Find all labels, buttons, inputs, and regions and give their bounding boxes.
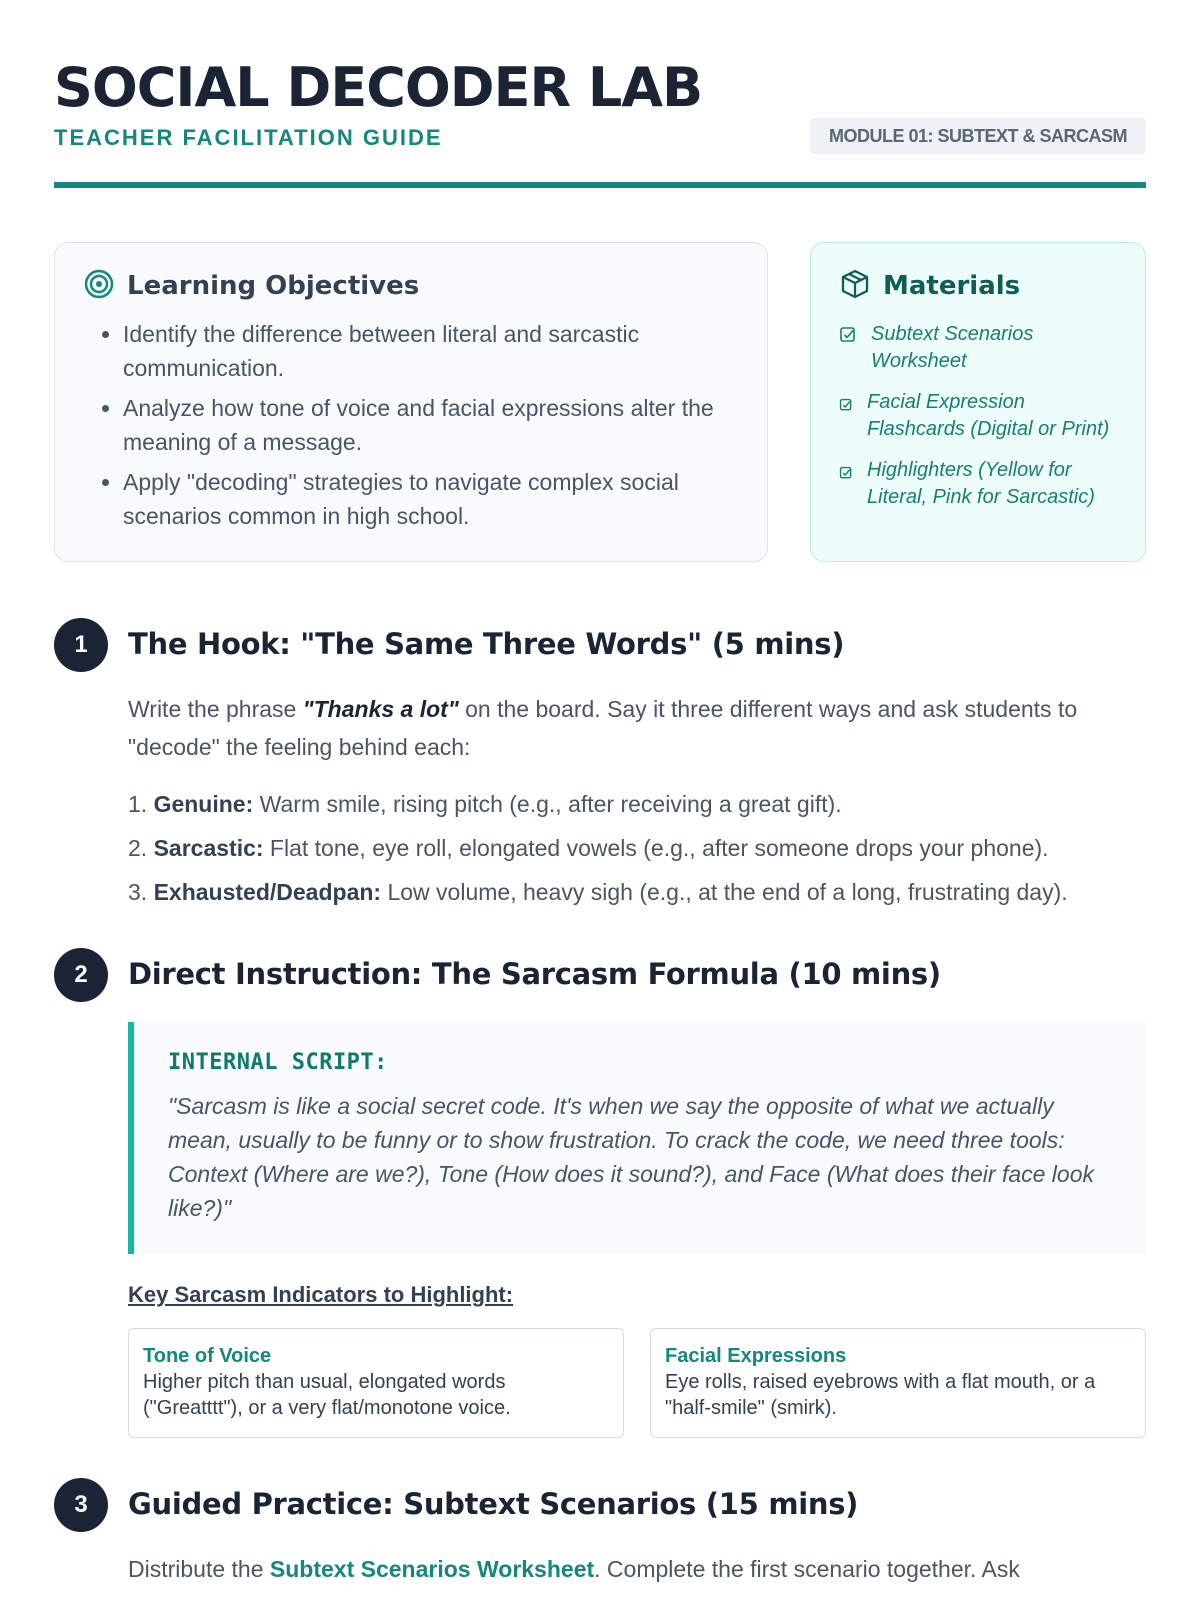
- list-item: • Apply "decoding" strategies to navigate complex social scenarios common in high school.: [123, 465, 739, 533]
- section-title-2: Direct Instruction: The Sarcasm Formula (10 mins): [128, 957, 941, 991]
- section-number-1: 1: [54, 618, 108, 672]
- indicator-tone-of-voice: Tone of Voice Higher pitch than usual, elongated words ("Greatttt"), or a very flat/monotone voice.: [128, 1328, 624, 1438]
- internal-script-box: [128, 1022, 1146, 1254]
- list-item: • Analyze how tone of voice and facial expressions alter the meaning of a message.: [123, 391, 739, 459]
- learning-objectives-card: [54, 242, 768, 562]
- materials-list: [839, 321, 1119, 511]
- section-title-3: Guided Practice: Subtext Scenarios (15 mins): [128, 1487, 859, 1521]
- list-item: Subtext Scenarios Worksheet: [839, 321, 1119, 375]
- checkbox-icon: [839, 325, 857, 375]
- highlight-phrase: "Thanks a lot": [302, 696, 459, 722]
- indicator-facial-expressions: Facial Expressions Eye rolls, raised eyebrows with a flat mouth, or a "half-smile" (smirk).: [650, 1328, 1146, 1438]
- section-number-3: 3: [54, 1478, 108, 1532]
- module-badge: MODULE 01: SUBTEXT & SARCASM: [810, 118, 1146, 154]
- section-intro-3: Distribute the Subtext Scenarios Worksheet. Complete the first scenario together. Ask: [128, 1556, 1020, 1582]
- section-title-1: The Hook: "The Same Three Words" (5 mins): [128, 627, 845, 661]
- page-title: SOCIAL DECODER LAB: [54, 56, 703, 119]
- checkbox-icon: [839, 393, 853, 443]
- materials-card: [810, 242, 1146, 562]
- objectives-title: Learning Objectives: [127, 271, 420, 301]
- indicators-heading: Key Sarcasm Indicators to Highlight:: [128, 1282, 514, 1307]
- materials-title: Materials: [883, 271, 1021, 301]
- script-text: "Sarcasm is like a social secret code. It's when we say the opposite of what we actually mean, usually to be funny or to show frustration. To crack the code, we need three tools: Context (Where are we?), Tone (How does it sound?), and Face (What does their face look like?)": [168, 1093, 1094, 1221]
- section-number-2: 2: [54, 948, 108, 1002]
- objectives-list: [83, 317, 739, 533]
- list-item: • Identify the difference between literal and sarcastic communication.: [123, 317, 739, 385]
- worksheet-link[interactable]: Subtext Scenarios Worksheet: [269, 1556, 595, 1582]
- target-icon: [83, 268, 115, 305]
- checkbox-icon: [839, 461, 853, 511]
- list-item: 2. Sarcastic: Flat tone, eye roll, elongated vowels (e.g., after someone drops your phone).: [128, 835, 1049, 861]
- section-intro-1: Write the phrase "Thanks a lot" on the board. Say it three different ways and ask students to "decode" the feeling behind each:: [128, 696, 1078, 760]
- list-item: Highlighters (Yellow for Literal, Pink for Sarcastic): [839, 457, 1119, 511]
- package-icon: [839, 268, 871, 305]
- page-subtitle: TEACHER FACILITATION GUIDE: [54, 125, 443, 150]
- list-item: Facial Expression Flashcards (Digital or Print): [839, 389, 1119, 443]
- script-label: INTERNAL SCRIPT:: [168, 1050, 388, 1075]
- list-item: 3. Exhausted/Deadpan: Low volume, heavy sigh (e.g., at the end of a long, frustrating day).: [128, 879, 1068, 905]
- hook-steps-list: [128, 782, 1158, 914]
- list-item: 1. Genuine: Warm smile, rising pitch (e.g., after receiving a great gift).: [128, 791, 842, 817]
- header-divider: [54, 182, 1146, 188]
